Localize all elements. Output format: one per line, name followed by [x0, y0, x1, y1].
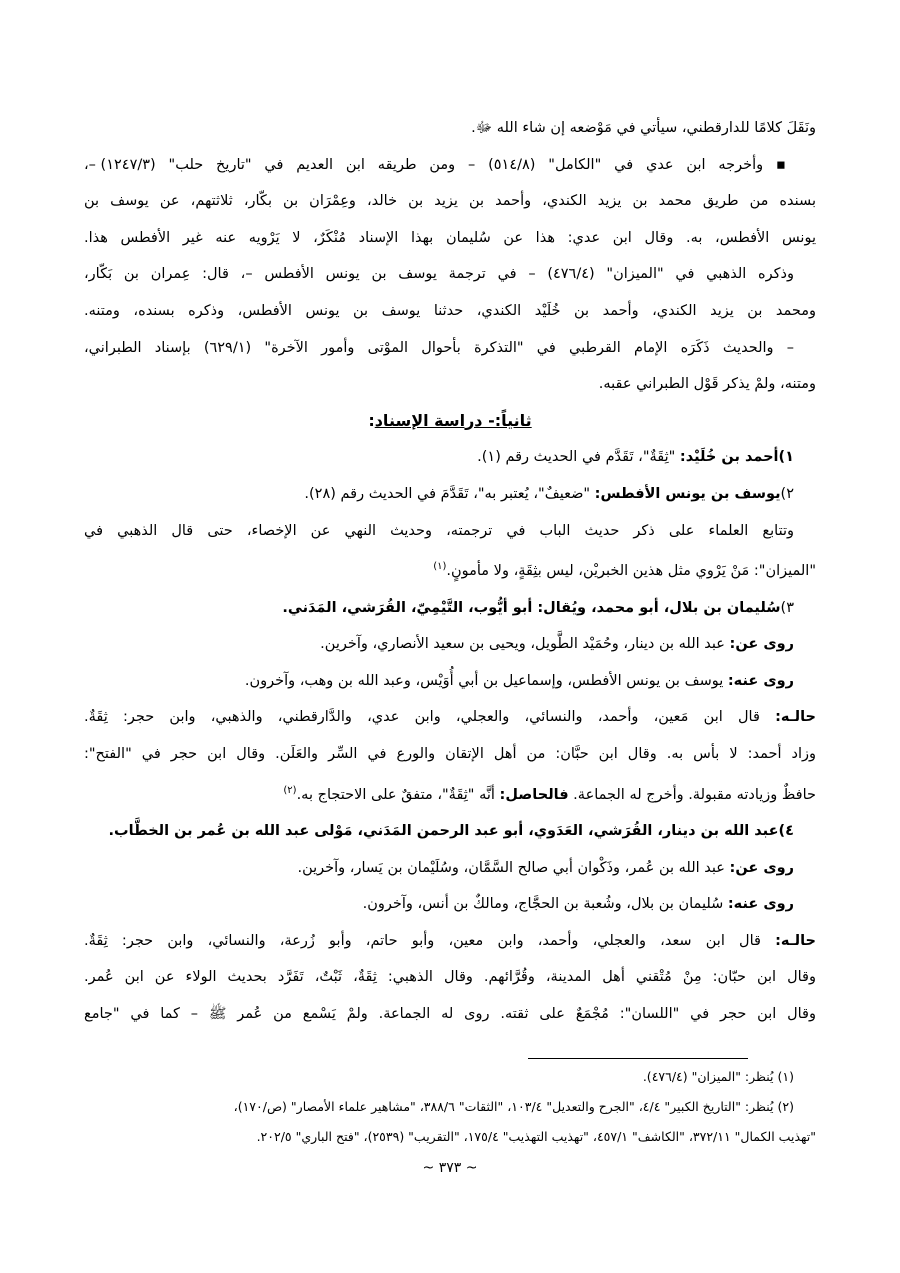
footnote: (١) يُنظر: "الميزان" (٤٧٦/٤).	[642, 1069, 794, 1084]
footnote-ref: (١)	[433, 561, 447, 573]
bullet-icon: ▪	[775, 156, 795, 173]
text-line: حافظٌ وزيادته مقبولة. وأخرج له الجماعة. فالحاصل: أنَّه "ثِقَةٌ"، متفقٌ على الاحتجاج به.$^{(٢)}$	[283, 784, 816, 803]
narrator-entry: ٢)يوسف بن يونس الأفطس: "ضعيفٌ"، يُعتبر به"، تَقَدَّمَ في الحديث رقم (٢٨).	[304, 485, 794, 502]
text-line: وزاد أحمد: لا بأس به. وقال ابن حبَّان: من أهل الإتقان والورع في السِّر والعَلَن. وقال ابن حجر في "الفتح":	[84, 745, 816, 762]
text-line: وقال ابن حبّان: مِنْ مُتْقني أهل المدينة، وقُرَّائهم. وقال الذهبي: ثِقَةٌ، ثَبْتٌ، تَفَرَّد بحديث الولاء عن ابن عُمر.	[84, 969, 816, 986]
text-line: روى عن: عبد الله بن دينار، وحُمَيْد الطَّويل، ويحيى بن سعيد الأنصاري، وآخرين.	[320, 636, 794, 653]
section-heading: ثانياً:- دراسة الإسناد:	[368, 410, 532, 430]
text-line: "الميزان": مَنْ يَرْوي مثل هذين الخبريْن، ليس بثِقَةٍ، ولا مأمونٍ.$^{(١)}$	[433, 561, 816, 579]
text-line: وتتابع العلماء على ذكر حديث الباب في ترجمته، وحديث النهي عن الإخصاء، حتى قال الذهبي في	[84, 522, 794, 539]
text-line: ومتنه، ولمْ يذكر قَوْل الطبراني عقبه.	[598, 376, 816, 393]
text-line: وذكره الذهبي في "الميزان" (٤٧٦/٤) – في ترجمة يوسف بن يونس الأفطس –، قال: عِمران بن بَكّار،	[84, 266, 794, 283]
narrator-entry: ١)أحمد بن خُلَيْد: "ثِقَةٌ"، تَقَدَّم في الحديث رقم (١).	[477, 449, 794, 466]
text-line: روى عنه: يوسف بن يونس الأفطس، وإسماعيل بن أبي أُوَيْس، وعبد الله بن وهب، وآخرون.	[244, 672, 794, 689]
text-line: ونَقَلَ كلامًا للدارقطني، سيأتي في مَوْضعه إن شاء الله ﷻ.	[471, 120, 816, 136]
text-line: وقال ابن حجر في "اللسان": مُجْمَعٌ على ثقته. روى له الجماعة. ولمْ يَسْمع من عُمر ﷺ – كما في "جامع	[84, 1005, 816, 1022]
footnotes	[84, 1062, 816, 1152]
narrator-name: سُليمان بن بلال، أبو محمد، ويُقال: أبو أيُّوب، التَّيْمِيّ، القُرَشي، المَدَني.	[282, 599, 781, 616]
text-line: ▪ وأخرجه ابن عدي في "الكامل" (٥١٤/٨) – ومن طريقه ابن العديم في "تاريخ حلب" (١٢٤٧/٣) –،	[84, 156, 795, 173]
narrator-entry: ٤)عبد الله بن دينار، القُرَشي، العَدَوي، أبو عبد الرحمن المَدَني، مَوْلى عبد الله بن عُمر بن الخطَّاب.	[108, 822, 794, 839]
text-line: روى عنه: سُليمان بن بلال، وشُعبة بن الحجَّاج، ومالكٌ بن أنس، وآخرون.	[362, 896, 794, 913]
text-line: يونس الأفطس، به. وقال ابن عدي: هذا عن سُليمان بهذا الإسناد مُنْكَرٌ، لا يَرْويه عنه غير الأفطس هذا.	[84, 229, 816, 246]
narrator-entry: ٣)سُليمان بن بلال، أبو محمد، ويُقال: أبو أيُّوب، التَّيْمِيّ، القُرَشي، المَدَني.	[282, 599, 794, 616]
footnote: (٢) يُنظر: "التاريخ الكبير" ٤/٤، "الجرح والتعديل" ١٠٣/٤، "الثقات" ٣٨٨/٦، "مشاهير علماء الأمصار" (ص/١٧٠)،	[233, 1099, 794, 1114]
text-line: حالـه: قال ابن سعد، والعجلي، وأحمد، وابن معين، وأبو حاتم، وأبو زُرعة، والنسائي، وابن حجر: ثِقَةٌ.	[84, 932, 816, 949]
narrator-name: يوسف بن يونس الأفطس:	[594, 485, 781, 502]
page-number: ~ ٣٧٣ ~	[422, 1160, 478, 1176]
text-line: بسنده من طريق محمد بن يزيد الكندي، وأحمد بن يزيد بن خالد، وعِمْرَان بن بكّار، ثلاثتهم، عن يوسف بن	[84, 193, 816, 210]
page-body	[84, 110, 816, 1033]
text-line: روى عن: عبد الله بن عُمر، وذَكْوان أبي صالح السَّمَّان، وسُلَيْمان بن يَسار، وآخرين.	[297, 859, 794, 876]
text-line: – والحديث ذَكَرَه الإمام القرطبي في "التذكرة بأحوال الموْتى وأمور الآخرة" (٦٢٩/١) بإسناد الطبراني،	[84, 339, 794, 356]
narrator-name: عبد الله بن دينار، القُرَشي، العَدَوي، أبو عبد الرحمن المَدَني، مَوْلى عبد الله بن عُمر بن الخطَّاب.	[108, 822, 779, 839]
footnote-ref: (٢)	[283, 784, 297, 796]
narrator-name: أحمد بن خُلَيْد:	[679, 449, 779, 466]
text-line: ومحمد بن يزيد الكندي، وأحمد بن خُلَيْد الكندي، حدثنا يوسف بن يونس الأفطس، وذكره بسنده، ومتنه.	[84, 302, 816, 319]
text-line: حالـه: قال ابن مَعين، وأحمد، والنسائي، والعجلي، وابن عدي، والدَّارقطني، والذهبي، وابن حجر: ثِقَةٌ.	[84, 709, 816, 726]
footnote-divider	[528, 1058, 748, 1059]
footnote-continued: "تهذيب الكمال" ٣٧٢/١١، "الكاشف" ٤٥٧/١، "تهذيب التهذيب" ١٧٥/٤، "التقريب" (٢٥٣٩)، "فتح الباري" ٢٠٢/٥.	[256, 1129, 816, 1144]
